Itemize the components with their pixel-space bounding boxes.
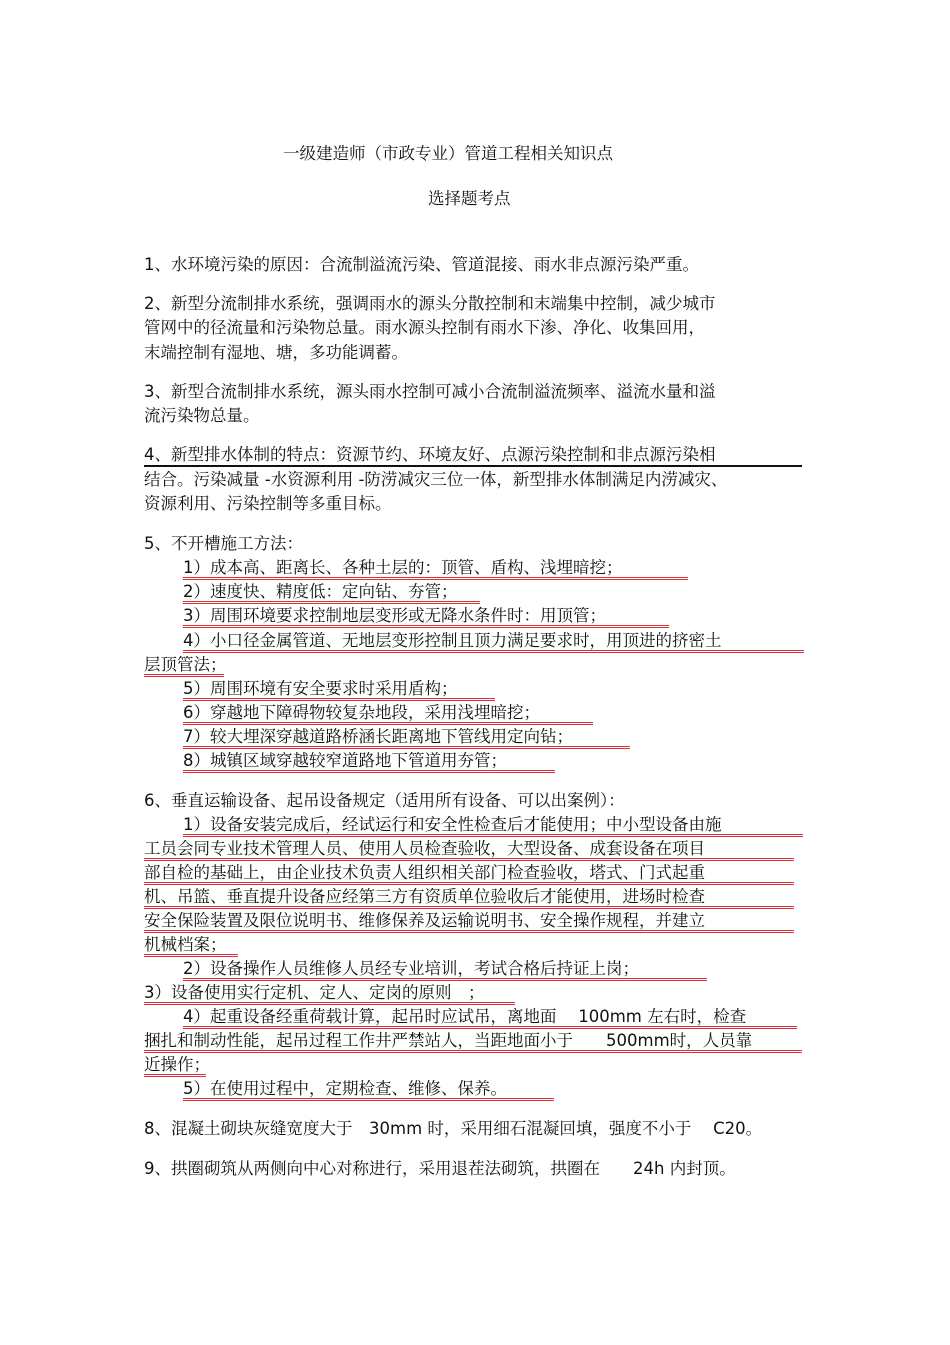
underline-red <box>183 650 804 653</box>
underline-red <box>144 930 794 933</box>
text-line: 8）城镇区域穿越较窄道路地下管道用夯管； <box>183 751 507 770</box>
text-line: 2）设备操作人员维修人员经专业培训，考试合格后持证上岗； <box>183 959 639 978</box>
text-line: 5）在使用过程中，定期检查、维修、保养。 <box>183 1079 507 1098</box>
text-line: 8、混凝土砌块灰缝宽度大于 30mm 时，采用细石混凝回填，强度不小于 C20。 <box>144 1119 763 1138</box>
underline-red <box>183 601 480 604</box>
text-line: 资源利用、污染控制等多重目标。 <box>144 494 392 513</box>
text-line: 近操作； <box>144 1055 210 1074</box>
text-line: 结合。污染减量 -水资源利用 -防涝减灾三位一体，新型排水体制满足内涝减灾、 <box>144 470 728 489</box>
text-line: 3）周围环境要求控制地层变形或无降水条件时：用顶管； <box>183 606 606 625</box>
text-line: 7）较大埋深穿越道路桥涵长距离地下管线用定向钻； <box>183 727 573 746</box>
text-line: 流污染物总量。 <box>144 406 260 425</box>
text-line: 1）设备安装完成后，经试运行和安全性检查后才能使用；中小型设备由施 <box>183 815 722 834</box>
underline-red <box>183 577 688 580</box>
underline-black <box>144 465 802 467</box>
text-line: 5）周围环境有安全要求时采用盾构； <box>183 679 458 698</box>
document-title: 一级建造师（市政专业）管道工程相关知识点 <box>283 144 613 163</box>
underline-red <box>183 770 555 773</box>
text-line: 6）穿越地下障碍物较复杂地段，采用浅埋暗挖； <box>183 703 540 722</box>
text-line: 部自检的基础上，由企业技术负责人组织相关部门检查验收，塔式、门式起重 <box>144 863 705 882</box>
underline-red <box>144 906 794 909</box>
underline-red <box>183 746 630 749</box>
text-line: 1）成本高、距离长、各种土层的：顶管、盾构、浅埋暗挖； <box>183 558 623 577</box>
underline-red <box>183 625 669 628</box>
underline-red <box>144 882 794 885</box>
text-line: 层顶管法； <box>144 655 227 674</box>
underline-red <box>183 1098 554 1101</box>
underline-red <box>183 698 495 701</box>
text-line: 捆扎和制动性能，起吊过程工作井严禁站人，当距地面小于 500mm时，人员靠 <box>144 1031 753 1050</box>
text-line: 安全保险装置及限位说明书、维修保养及运输说明书、安全操作规程，并建立 <box>144 911 705 930</box>
text-line: 3）设备使用实行定机、定人、定岗的原则 ； <box>144 983 485 1002</box>
text-line: 机械档案； <box>144 935 227 954</box>
underline-red <box>144 674 224 677</box>
underline-red <box>144 1074 206 1077</box>
text-line: 管网中的径流量和污染物总量。雨水源头控制有雨水下渗、净化、收集回用， <box>144 318 705 337</box>
underline-red <box>183 978 707 981</box>
underline-red <box>144 858 794 861</box>
text-line: 2）速度快、精度低：定向钻、夯管； <box>183 582 458 601</box>
underline-red <box>144 954 238 957</box>
text-line: 机、吊篮、垂直提升设备应经第三方有资质单位验收后才能使用，进场时检查 <box>144 887 705 906</box>
text-line: 4、新型排水体制的特点：资源节约、环境友好、点源污染控制和非点源污染相 <box>144 445 716 464</box>
text-line: 末端控制有湿地、塘，多功能调蓄。 <box>144 343 408 362</box>
section-heading: 选择题考点 <box>428 189 511 208</box>
underline-red <box>144 1002 515 1005</box>
text-line: 9、拱圈砌筑从两侧向中心对称进行，采用退茬法砌筑，拱圈在 24h 内封顶。 <box>144 1159 736 1178</box>
underline-red <box>183 722 593 725</box>
text-line: 3、新型合流制排水系统，源头雨水控制可减小合流制溢流频率、溢流水量和溢 <box>144 382 716 401</box>
text-line: 5、不开槽施工方法： <box>144 534 303 553</box>
text-line: 4）起重设备经重荷载计算，起吊时应试吊，离地面 100mm 左右时，检查 <box>183 1007 747 1026</box>
text-line: 2、新型分流制排水系统，强调雨水的源头分散控制和末端集中控制，减少城市 <box>144 294 716 313</box>
text-line: 6、垂直运输设备、起吊设备规定（适用所有设备、可以出案例）： <box>144 791 625 810</box>
underline-red <box>183 834 803 837</box>
underline-red <box>144 1050 802 1053</box>
text-line: 4）小口径金属管道、无地层变形控制且顶力满足要求时，用顶进的挤密土 <box>183 631 722 650</box>
text-line: 1、水环境污染的原因：合流制溢流污染、管道混接、雨水非点源污染严重。 <box>144 255 699 274</box>
underline-red <box>183 1026 797 1029</box>
text-line: 工员会同专业技术管理人员、使用人员检查验收，大型设备、成套设备在项目 <box>144 839 705 858</box>
